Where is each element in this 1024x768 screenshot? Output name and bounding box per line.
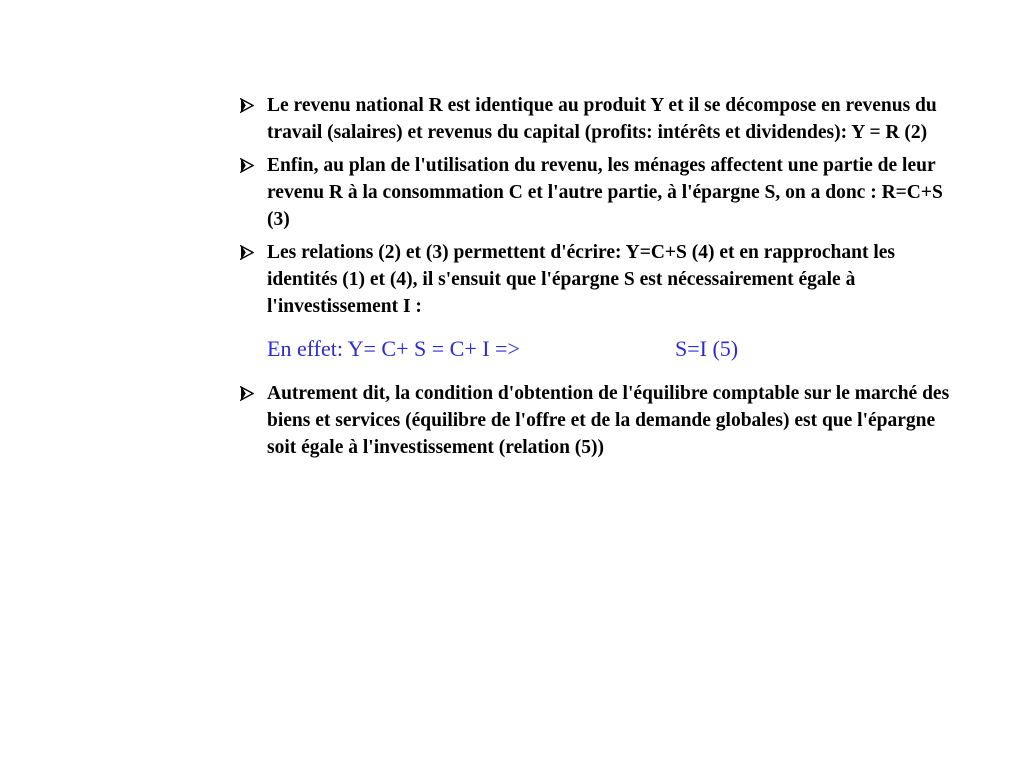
slide-content bbox=[240, 92, 950, 467]
equation-line bbox=[267, 334, 950, 364]
bullet-item-2 bbox=[240, 152, 950, 233]
equation-left: En effet: Y= C+ S = C+ I => bbox=[267, 336, 520, 361]
bullet-item-3 bbox=[240, 239, 950, 320]
bullet-item-1 bbox=[240, 92, 950, 146]
arrowhead-bullet-icon bbox=[240, 158, 254, 173]
bullet-text: Enfin, au plan de l'utilisation du revenu, les ménages affectent une partie de leur revenu R à la consommation C et l'autre partie, à l'épargne S, on a donc : R=C+S (3) bbox=[267, 155, 943, 230]
arrowhead-bullet-icon bbox=[240, 98, 254, 113]
bullet-text: Les relations (2) et (3) permettent d'écrire: Y=C+S (4) et en rapprochant les identités (1) et (4), il s'ensuit que l'épargne S est nécessairement égale à l'investissement I : bbox=[267, 242, 896, 317]
bullet-text: Autrement dit, la condition d'obtention de l'équilibre comptable sur le marché des biens et services (équilibre de l'offre et de la demande globales) est que l'épargne soit égale à l'investissement (relation (5)) bbox=[267, 383, 950, 458]
bullet-text: Le revenu national R est identique au produit Y et il se décompose en revenus du travail (salaires) et revenus du capital (profits: intérêts et dividendes): Y = R (2) bbox=[267, 95, 937, 143]
arrowhead-bullet-icon bbox=[240, 245, 254, 260]
bullet-item-4 bbox=[240, 380, 950, 461]
equation-result: S=I (5) bbox=[675, 336, 739, 361]
arrowhead-bullet-icon bbox=[240, 386, 254, 401]
